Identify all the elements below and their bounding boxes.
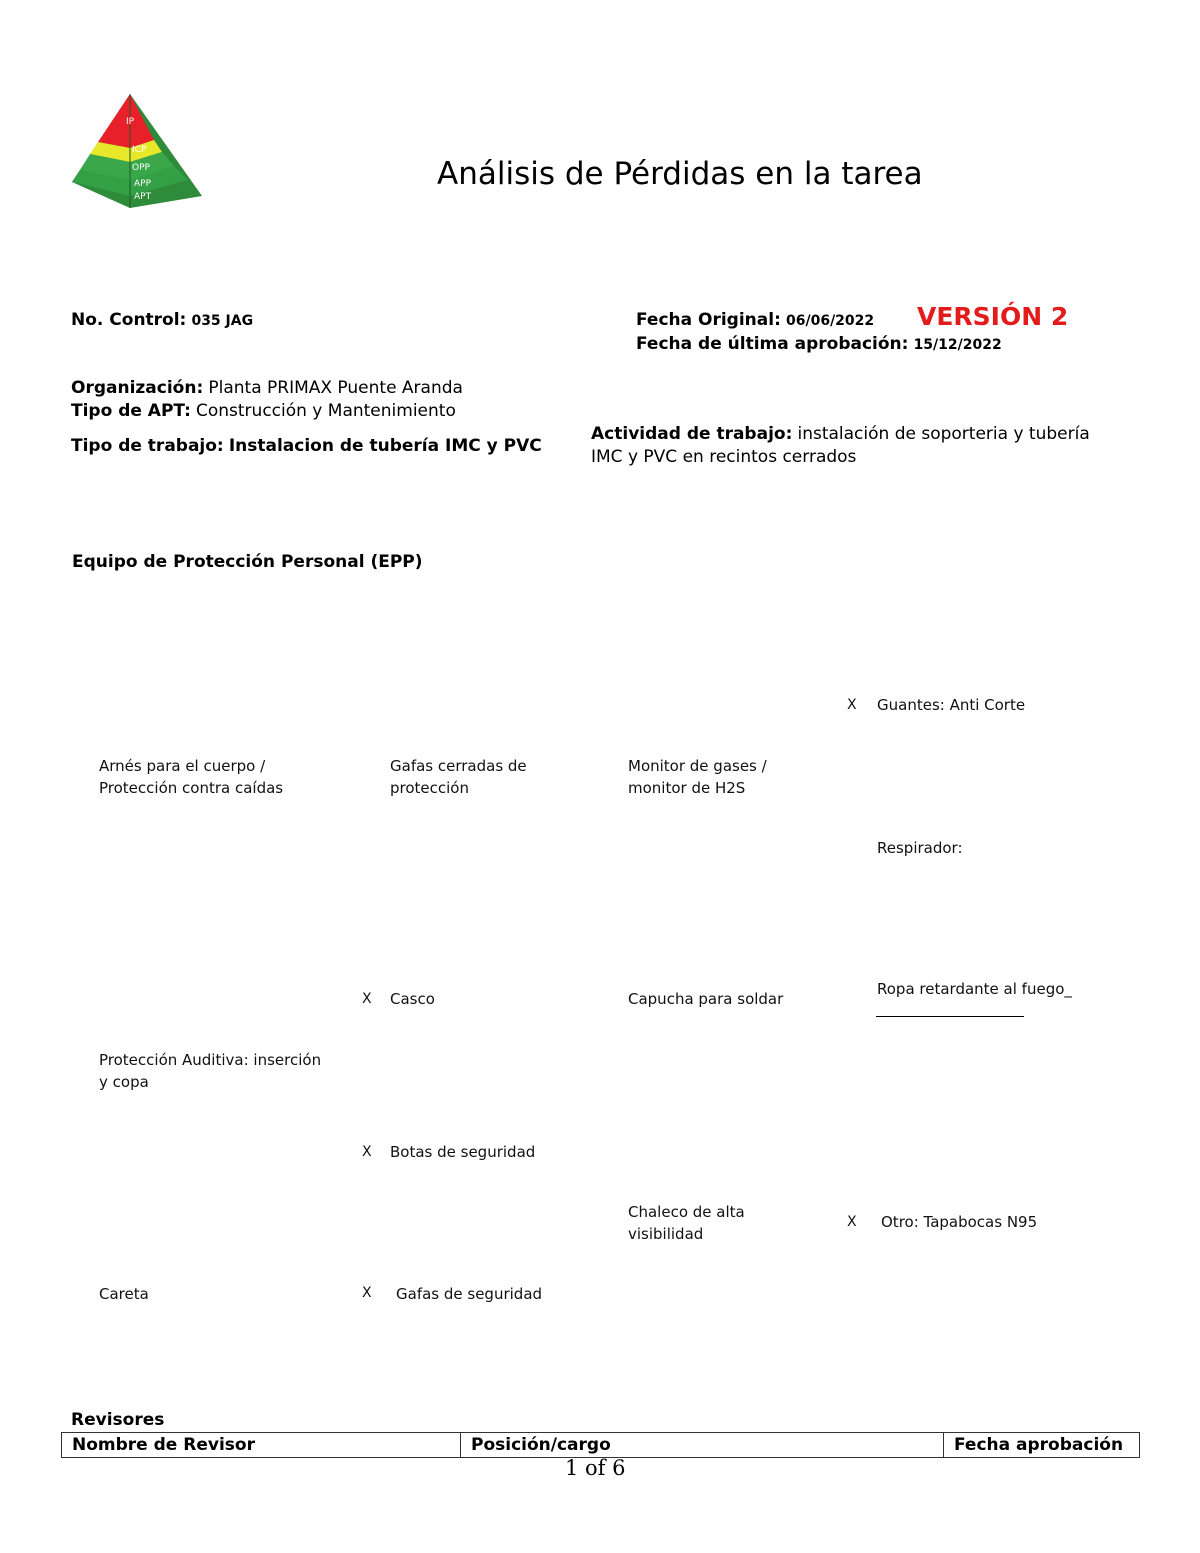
organizacion-value: Planta PRIMAX Puente Aranda bbox=[208, 378, 463, 398]
logo-level-icp: ICP bbox=[132, 145, 147, 155]
casco-label: Casco bbox=[390, 990, 435, 1008]
auditiva-line1: Protección Auditiva: inserción bbox=[99, 1051, 322, 1069]
epp-title: Equipo de Protección Personal (EPP) bbox=[72, 552, 423, 572]
chaleco-line1: Chaleco de alta bbox=[628, 1203, 745, 1221]
fecha-aprobacion-value: 15/12/2022 bbox=[913, 337, 1002, 353]
page-number: 1 of 6 bbox=[565, 1456, 626, 1480]
guantes-mark: X bbox=[847, 697, 857, 713]
arnes-line1: Arnés para el cuerpo / bbox=[99, 757, 266, 775]
tipo-apt-label: Tipo de APT: bbox=[71, 401, 191, 421]
pyramid-logo bbox=[70, 92, 210, 212]
auditiva-item bbox=[99, 1049, 321, 1093]
gafas-seguridad-mark: X bbox=[362, 1285, 372, 1301]
ropa-label: Ropa retardante al fuego_ bbox=[877, 980, 1072, 998]
control-label: No. Control: bbox=[71, 310, 187, 330]
actividad-field bbox=[591, 424, 1090, 444]
fecha-original-field bbox=[636, 310, 874, 330]
actividad-value-line1: instalación de soporteria y tubería bbox=[797, 424, 1090, 444]
logo-level-apt: APT bbox=[134, 192, 152, 202]
careta-label: Careta bbox=[99, 1285, 149, 1303]
gafas-cerradas-line1: Gafas cerradas de bbox=[390, 757, 527, 775]
casco-mark: X bbox=[362, 991, 372, 1007]
botas-mark: X bbox=[362, 1144, 372, 1160]
actividad-label: Actividad de trabajo: bbox=[591, 424, 793, 444]
tipo-trabajo-label: Tipo de trabajo: bbox=[71, 436, 224, 456]
tipo-trabajo-value: Instalacion de tubería IMC y PVC bbox=[228, 436, 542, 456]
auditiva-line2: y copa bbox=[99, 1073, 149, 1091]
header-posicion: Posición/cargo bbox=[461, 1433, 944, 1458]
tipo-trabajo-field bbox=[71, 436, 542, 456]
guantes-label: Guantes: Anti Corte bbox=[877, 696, 1026, 714]
botas-label: Botas de seguridad bbox=[390, 1143, 536, 1161]
page-title: Análisis de Pérdidas en la tarea bbox=[437, 156, 923, 192]
chaleco-item bbox=[628, 1201, 745, 1245]
arnes-line2: Protección contra caídas bbox=[99, 779, 284, 797]
capucha-label: Capucha para soldar bbox=[628, 990, 784, 1008]
tipo-apt-value: Construcción y Mantenimiento bbox=[195, 401, 456, 421]
organizacion-field bbox=[71, 378, 463, 398]
header-nombre: Nombre de Revisor bbox=[62, 1433, 461, 1458]
monitor-line2: monitor de H2S bbox=[628, 779, 746, 797]
gafas-cerradas-line2: protección bbox=[390, 779, 469, 797]
fecha-aprobacion-field bbox=[636, 334, 1002, 354]
logo-level-opp: OPP bbox=[132, 163, 150, 173]
actividad-value-line2: IMC y PVC en recintos cerrados bbox=[591, 447, 857, 467]
arnes-item bbox=[99, 755, 283, 799]
otro-mark: X bbox=[847, 1214, 857, 1230]
logo-level-app: APP bbox=[134, 179, 152, 189]
control-field bbox=[71, 310, 253, 330]
header-fecha: Fecha aprobación bbox=[944, 1433, 1140, 1458]
chaleco-line2: visibilidad bbox=[628, 1225, 704, 1243]
fecha-original-value: 06/06/2022 bbox=[785, 313, 875, 329]
organizacion-label: Organización: bbox=[71, 378, 204, 398]
otro-label: Otro: Tapabocas N95 bbox=[881, 1213, 1038, 1231]
version-badge: VERSIÓN 2 bbox=[917, 302, 1069, 331]
monitor-line1: Monitor de gases / bbox=[628, 757, 767, 775]
respirador-label: Respirador: bbox=[877, 839, 963, 857]
revisores-title: Revisores bbox=[71, 1410, 165, 1430]
reviewers-header-row bbox=[62, 1433, 1140, 1458]
tipo-apt-field bbox=[71, 401, 456, 421]
gafas-cerradas-item bbox=[390, 755, 527, 799]
logo-level-ip: IP bbox=[126, 117, 135, 127]
gafas-seguridad-label: Gafas de seguridad bbox=[396, 1285, 543, 1303]
fecha-aprobacion-label: Fecha de última aprobación: bbox=[636, 334, 909, 354]
fecha-original-label: Fecha Original: bbox=[636, 310, 781, 330]
ropa-underline bbox=[876, 1016, 1024, 1017]
reviewers-table bbox=[61, 1432, 1140, 1458]
monitor-item bbox=[628, 755, 767, 799]
control-value: 035 JAG bbox=[191, 313, 254, 329]
